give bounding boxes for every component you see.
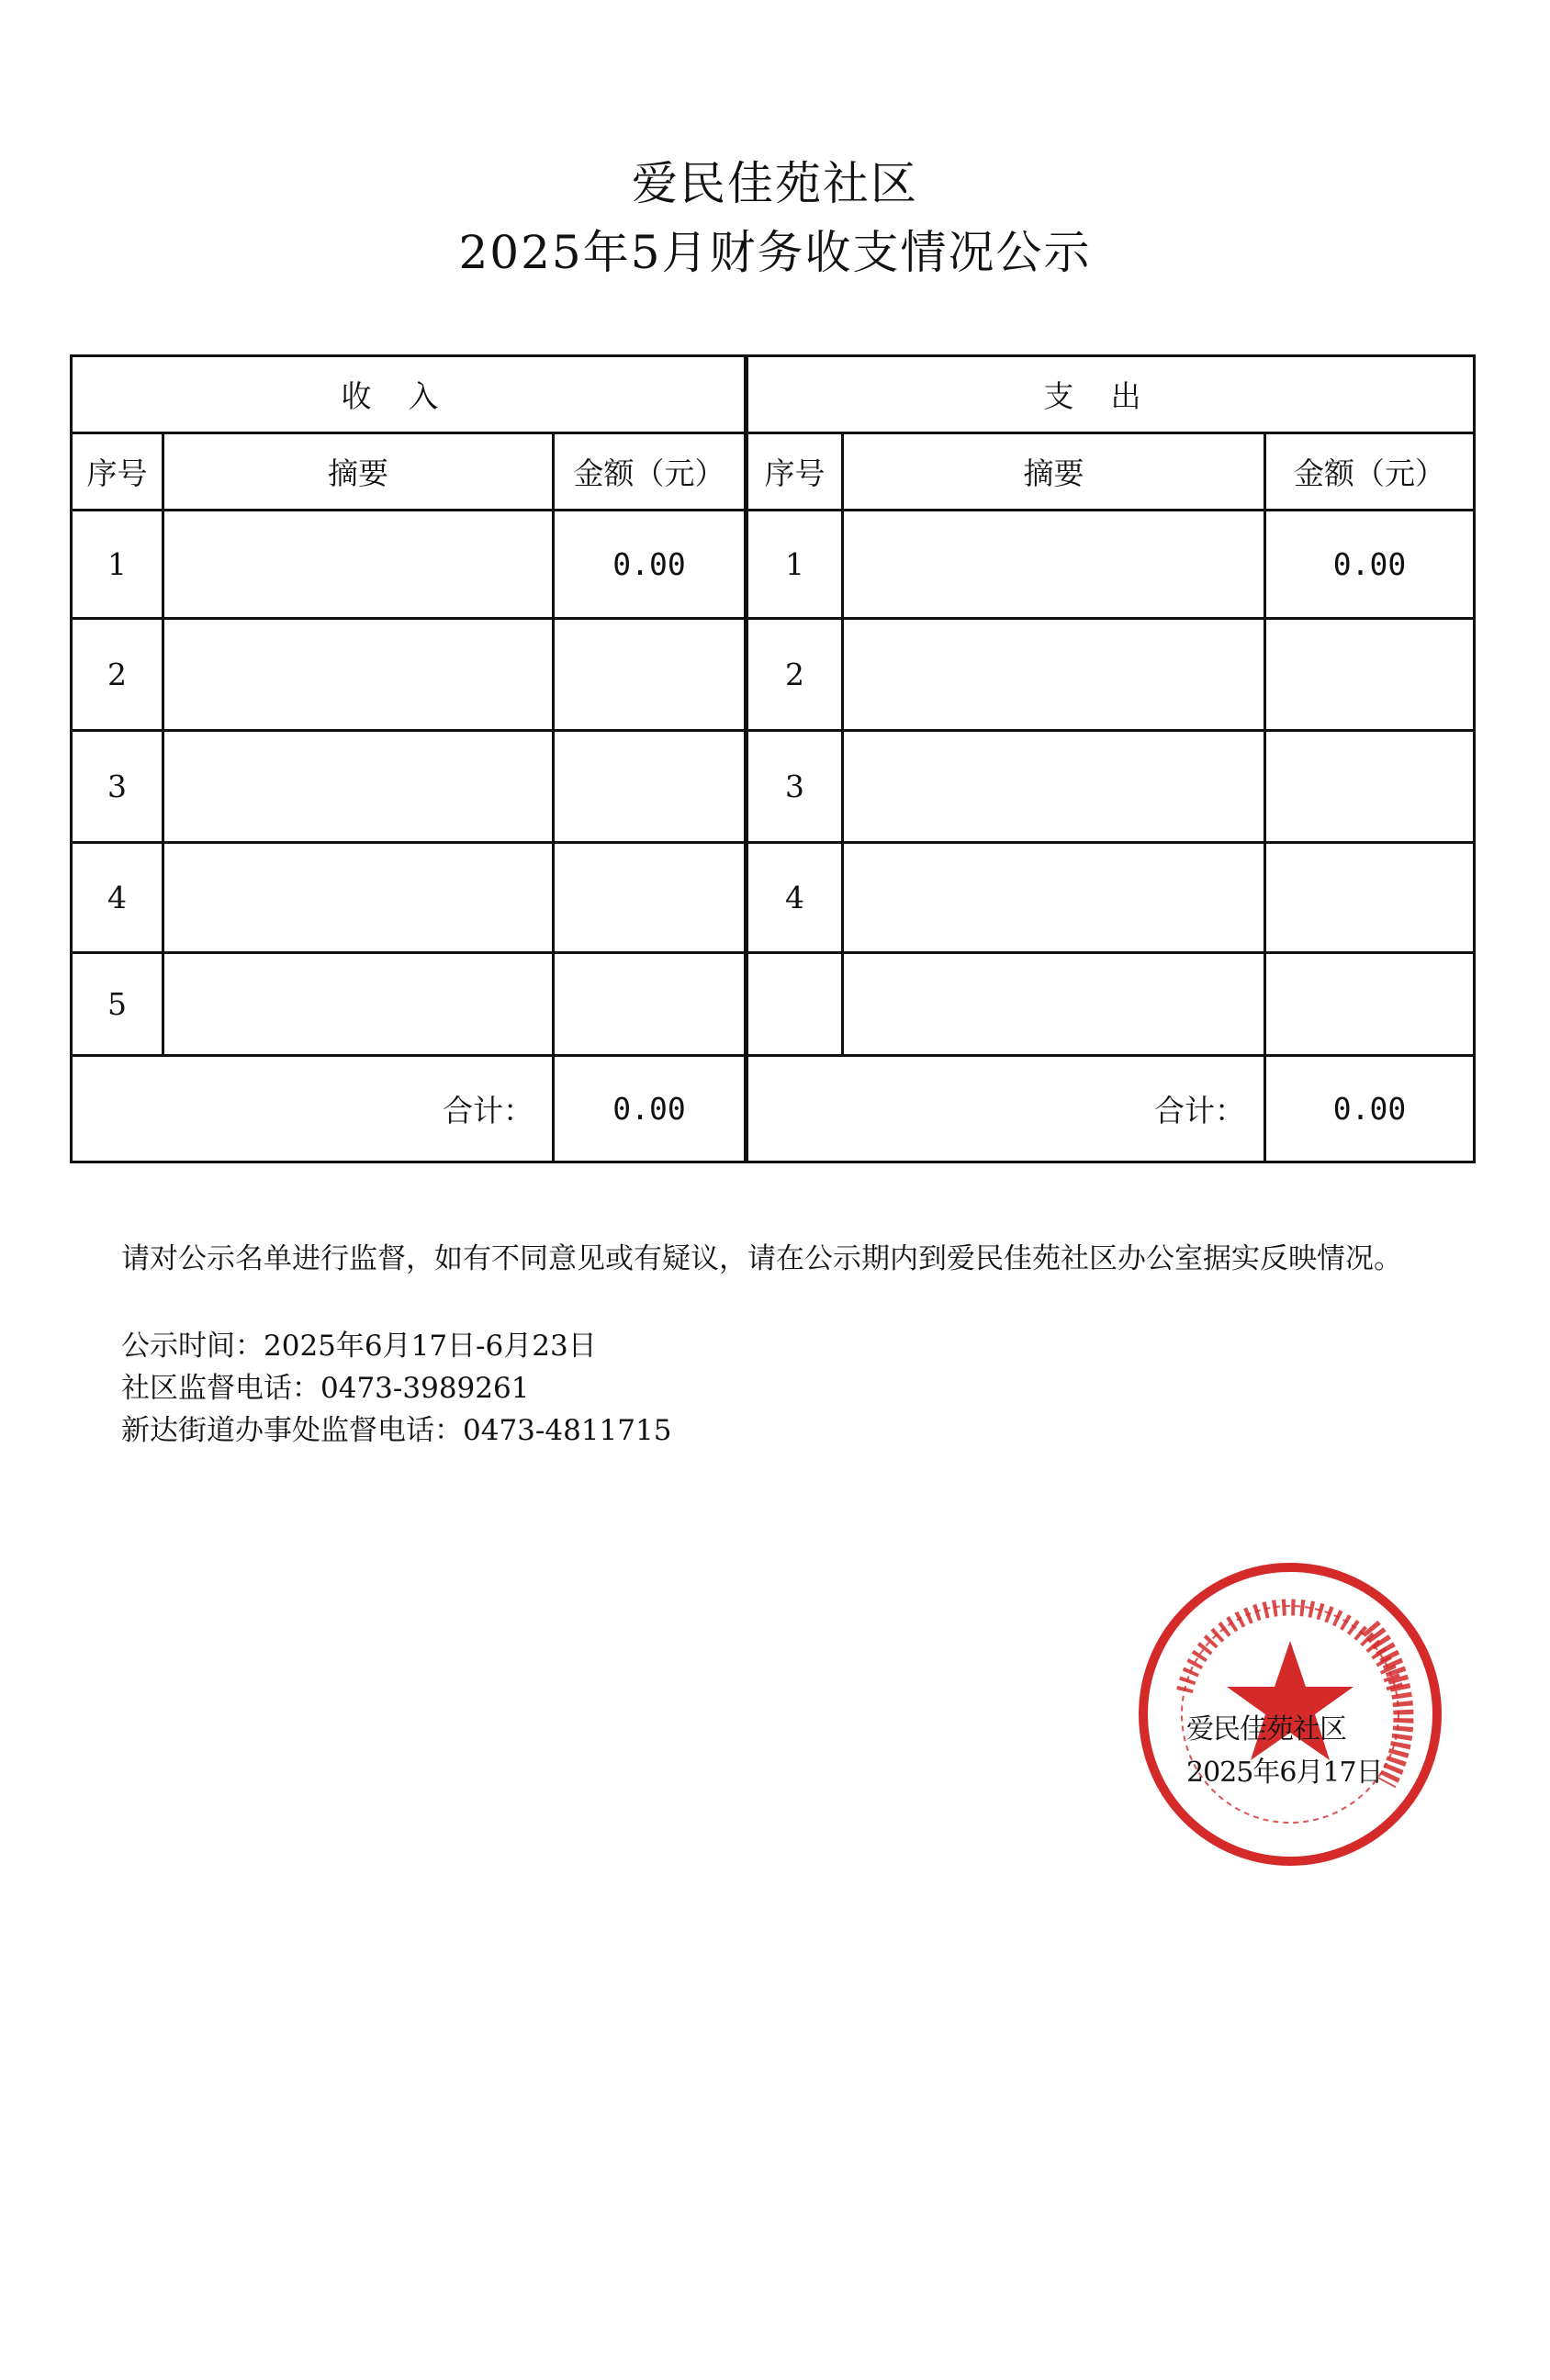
expense-amount — [1265, 731, 1475, 843]
expense-seq: 3 — [747, 731, 843, 843]
total-row — [72, 1056, 1475, 1162]
expense-amount — [1265, 953, 1475, 1056]
income-summary — [163, 843, 554, 953]
community-phone: 社区监督电话：0473-3989261 — [121, 1372, 530, 1405]
income-amount — [554, 619, 747, 731]
income-col-seq: 序号 — [72, 433, 163, 511]
income-total: 0.00 — [554, 1056, 747, 1162]
income-summary — [163, 619, 554, 731]
expense-seq — [747, 953, 843, 1056]
expense-col-seq: 序号 — [747, 433, 843, 511]
notice-period: 公示时间：2025年6月17日-6月23日 — [121, 1330, 597, 1363]
signature-org: 爱民佳苑社区 — [1186, 1713, 1346, 1746]
income-header: 收入 — [72, 356, 747, 433]
income-summary — [163, 953, 554, 1056]
column-header-row — [72, 433, 1475, 511]
income-seq: 1 — [72, 511, 163, 619]
expense-amount — [1265, 843, 1475, 953]
expense-amount — [1265, 619, 1475, 731]
income-amount — [554, 953, 747, 1056]
table-row — [72, 511, 1475, 619]
income-amount — [554, 843, 747, 953]
expense-summary — [843, 619, 1265, 731]
income-summary — [163, 731, 554, 843]
income-seq: 5 — [72, 953, 163, 1056]
finance-table — [70, 354, 1476, 1163]
income-summary — [163, 511, 554, 619]
income-amount — [554, 731, 747, 843]
income-col-summary: 摘要 — [163, 433, 554, 511]
table-row — [72, 953, 1475, 1056]
notice-text: 请对公示名单进行监督，如有不同意见或有疑议，请在公示期内到爱民佳苑社区办公室据实反映情况。 — [121, 1242, 1402, 1275]
street-phone: 新达街道办事处监督电话：0473-4811715 — [121, 1414, 672, 1447]
page-title-line1: 爱民佳苑社区 — [632, 157, 918, 210]
expense-total-label: 合计： — [747, 1056, 1265, 1162]
expense-amount: 0.00 — [1265, 511, 1475, 619]
income-seq: 4 — [72, 843, 163, 953]
expense-summary — [843, 953, 1265, 1056]
expense-total: 0.00 — [1265, 1056, 1475, 1162]
expense-header: 支出 — [747, 356, 1475, 433]
expense-summary — [843, 843, 1265, 953]
income-seq: 2 — [72, 619, 163, 731]
table-row — [72, 843, 1475, 953]
income-total-label: 合计： — [72, 1056, 554, 1162]
income-amount: 0.00 — [554, 511, 747, 619]
expense-seq: 2 — [747, 619, 843, 731]
income-seq: 3 — [72, 731, 163, 843]
income-col-amount: 金额（元） — [554, 433, 747, 511]
table-row — [72, 619, 1475, 731]
expense-summary — [843, 731, 1265, 843]
page-title-line2: 2025年5月财务收支情况公示 — [458, 226, 1092, 279]
signature-date: 2025年6月17日 — [1186, 1757, 1383, 1789]
expense-col-amount: 金额（元） — [1265, 433, 1475, 511]
expense-seq: 4 — [747, 843, 843, 953]
expense-summary — [843, 511, 1265, 619]
expense-col-summary: 摘要 — [843, 433, 1265, 511]
section-header-row — [72, 356, 1475, 433]
expense-seq: 1 — [747, 511, 843, 619]
table-row — [72, 731, 1475, 843]
